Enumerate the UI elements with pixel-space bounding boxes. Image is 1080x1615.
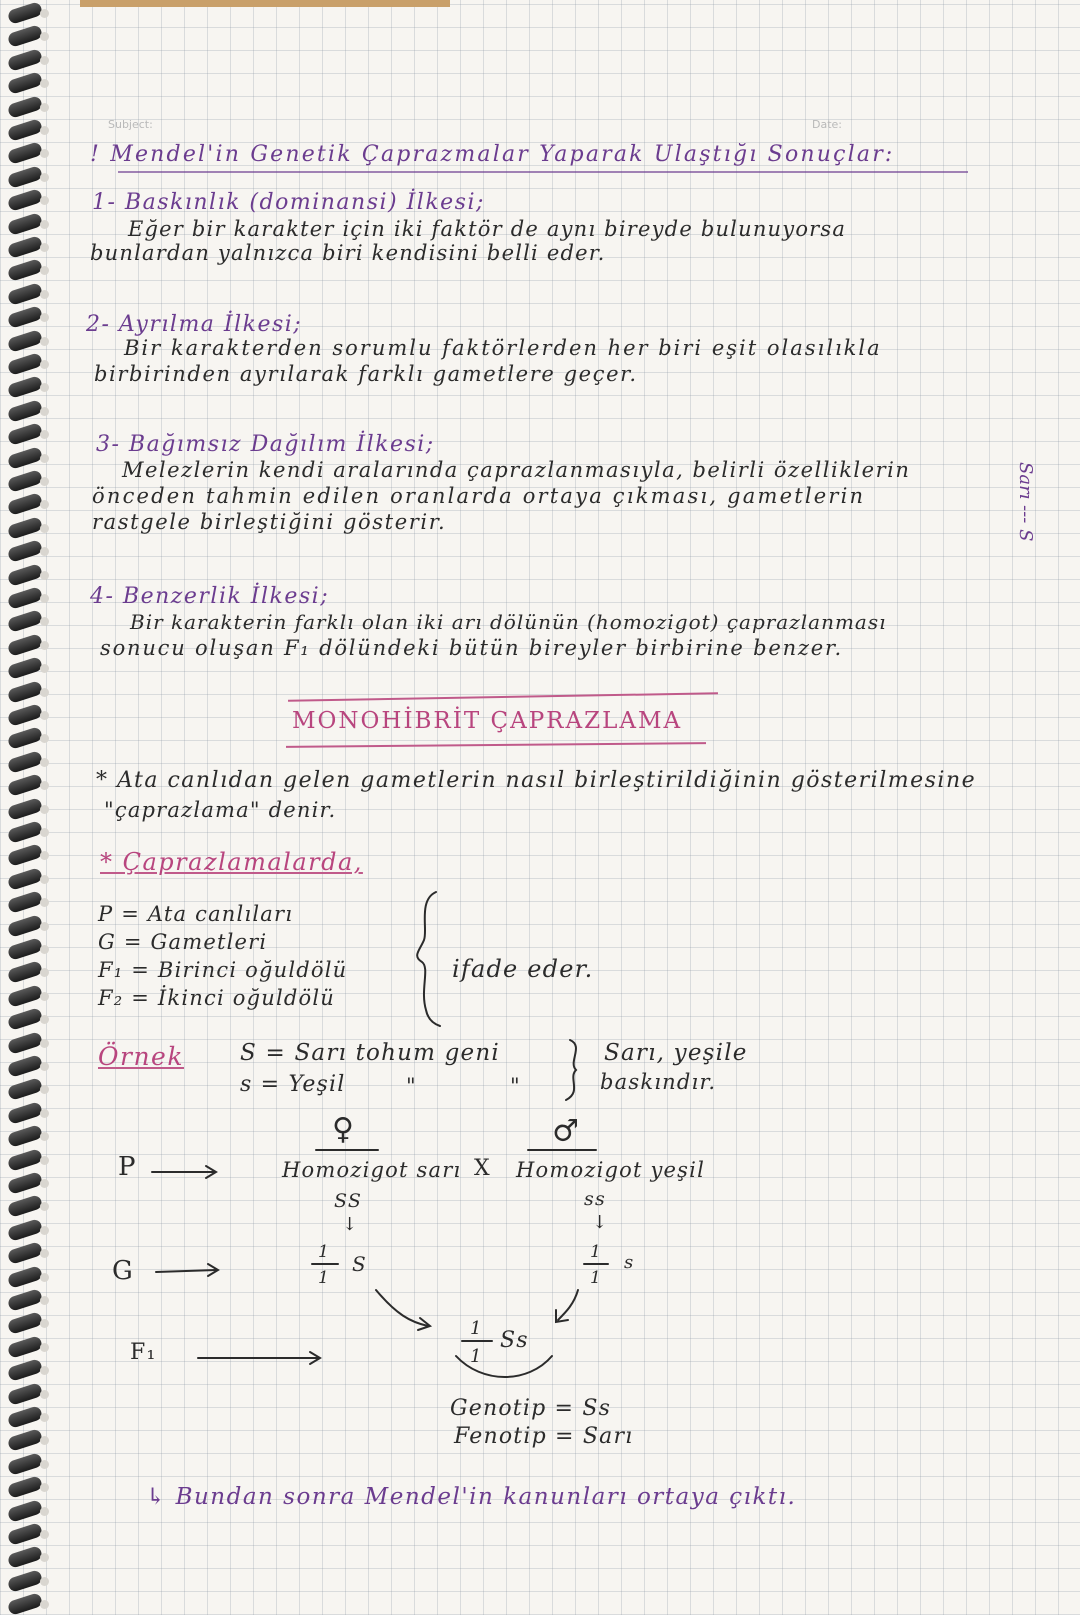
gene-s-line: s = Yeşil <box>240 1072 346 1097</box>
male-symbol: ♂ <box>552 1114 581 1149</box>
gamete-female: S <box>352 1252 367 1276</box>
female-symbol: ♀ <box>332 1112 356 1147</box>
gene-S-line: S = Sarı tohum geni <box>240 1040 500 1066</box>
fraction-female-num: 1 <box>318 1242 331 1262</box>
side-note: Sarı --- S <box>1015 462 1036 542</box>
example-label: Örnek <box>98 1042 184 1071</box>
fraction-male-num: 1 <box>590 1242 603 1262</box>
legend-F1: F₁ = Birinci oğuldölü <box>98 958 348 982</box>
genotype-male: ss <box>584 1188 606 1210</box>
section-3-line-2: önceden tahmin edilen oranlarda ortaya çıkması, gametlerin <box>92 484 866 508</box>
legend-brace-text: ifade eder. <box>452 955 594 983</box>
gamete-male: s <box>624 1252 635 1273</box>
section-2-line-1: Bir karakterden sorumlu faktörlerden her biri eşit olasılıkla <box>124 336 882 360</box>
page-title: ! Mendel'in Genetik Çaprazmalar Yaparak Ulaştığı Sonuçlar: <box>90 142 895 167</box>
row-F1-label: F₁ <box>130 1340 157 1365</box>
fraction-male-den: 1 <box>590 1268 603 1288</box>
section-1-line-2: bunlardan yalnızca biri kendisini belli eder. <box>90 241 606 265</box>
definition-line-1: * Ata canlıdan gelen gametlerin nasıl birleştirildiğinin gösterilmesine <box>96 768 977 793</box>
section-4-line-1: Bir karakterin farklı olan iki arı dölünün (homozigot) çaprazlanması <box>130 610 887 634</box>
ditto-1: " <box>406 1074 417 1098</box>
genotype-result: Genotip = Ss <box>450 1396 612 1421</box>
legend-F2: F₂ = İkinci oğuldölü <box>98 986 336 1010</box>
gene-brace <box>566 1040 576 1100</box>
section-2-line-2: birbirinden ayrılarak farklı gametlere geçer. <box>94 362 638 386</box>
legend-G: G = Gametleri <box>98 930 268 954</box>
down-arrow-female: ↓ <box>342 1214 359 1235</box>
row-P-label: P <box>118 1152 137 1182</box>
monohibrit-heading: MONOHİBRİT ÇAPRAZLAMA <box>292 708 683 734</box>
section-3-line-1: Melezlerin kendi aralarında çaprazlanmasıyla, belirli özelliklerin <box>122 458 911 482</box>
cross-symbol: X <box>474 1156 491 1181</box>
fraction-offspring-num: 1 <box>470 1318 483 1339</box>
parent-male: Homozigot yeşil <box>516 1158 705 1182</box>
section-2-heading: 2- Ayrılma İlkesi; <box>86 312 303 337</box>
G-arrow-shaft <box>156 1270 216 1272</box>
subject-label: Subject: <box>108 118 153 131</box>
section-3-line-3: rastgele birleştiğini gösterir. <box>92 510 447 534</box>
genotype-female: SS <box>334 1190 363 1212</box>
section-1-heading: 1- Baskınlık (dominansi) İlkesi; <box>92 190 485 215</box>
converge-right <box>558 1290 578 1320</box>
down-arrow-male: ↓ <box>592 1212 609 1233</box>
fraction-female-den: 1 <box>318 1268 331 1288</box>
section-4-heading: 4- Benzerlik İlkesi; <box>90 584 330 609</box>
crossing-subheading: * Çaprazlamalarda, <box>100 848 363 876</box>
ditto-2: " <box>510 1074 521 1098</box>
phenotype-result: Fenotip = Sarı <box>454 1424 634 1449</box>
definition-line-2: "çaprazlama" denir. <box>104 798 337 822</box>
date-label: Date: <box>812 118 842 131</box>
section-3-heading: 3- Bağımsız Dağılım İlkesi; <box>96 432 435 457</box>
offspring-genotype: Ss <box>500 1328 529 1353</box>
fraction-offspring-den: 1 <box>470 1346 483 1367</box>
offspring-arc <box>456 1356 552 1377</box>
section-4-line-2: sonucu oluşan F₁ dölündeki bütün bireyler birbirine benzer. <box>100 636 844 660</box>
legend-P: P = Ata canlıları <box>98 902 294 926</box>
parent-female: Homozigot sarı <box>282 1158 462 1182</box>
row-G-label: G <box>112 1256 134 1286</box>
dominance-line-1: Sarı, yeşile <box>604 1040 748 1066</box>
converge-left <box>376 1290 428 1326</box>
dominance-line-2: baskındır. <box>600 1070 717 1094</box>
legend-brace <box>417 892 440 1026</box>
section-1-line-1: Eğer bir karakter için iki faktör de aynı bireyde bulunuyorsa <box>128 217 847 241</box>
conclusion-line: ↳ Bundan sonra Mendel'in kanunları ortaya çıktı. <box>146 1484 797 1510</box>
